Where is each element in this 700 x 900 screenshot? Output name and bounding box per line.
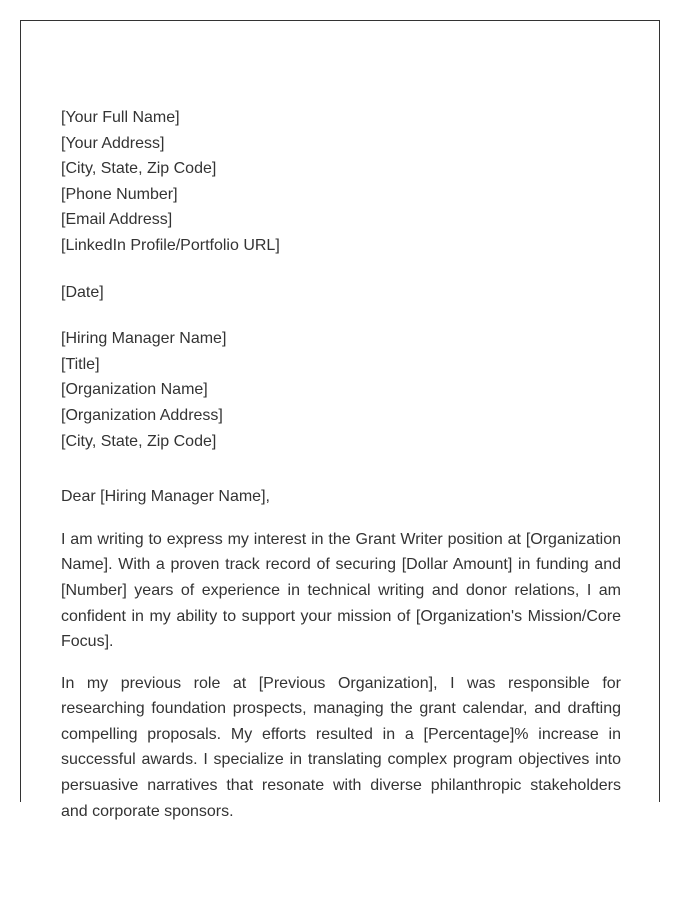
sender-city-state-zip: [City, State, Zip Code]: [61, 160, 217, 178]
salutation-block: [61, 484, 621, 510]
sender-block: [61, 105, 621, 259]
body-paragraph-2: In my previous role at [Previous Organization], I was responsible for researching foundation prospects, managing the grant calendar, and drafting compelling proposals. My efforts resulted in a [Percentage]% increase in successful awards. I specialize in translating complex program objectives into persuasive narratives that resonate with diverse philanthropic stakeholders and corporate sponsors.: [61, 674, 621, 820]
recipient-address: [Organization Address]: [61, 406, 223, 424]
body-paragraph-1: I am writing to express my interest in the Grant Writer position at [Organization Name]. With a proven track record of securing [Dollar Amount] in funding and [Number] years of experience in technical writing and donor relations, I am confident in my ability to support your mission of [Organization's Mission/Core Focus].: [61, 530, 621, 651]
recipient-block: [61, 326, 621, 454]
date-block: [61, 280, 621, 306]
letter-page: [20, 20, 660, 820]
recipient-name: [Hiring Manager Name]: [61, 330, 227, 348]
sender-phone: [Phone Number]: [61, 185, 178, 203]
letter-content: [61, 105, 621, 840]
salutation: Dear [Hiring Manager Name],: [61, 488, 270, 506]
sender-linkedin: [LinkedIn Profile/Portfolio URL]: [61, 236, 280, 254]
letter-date: [Date]: [61, 283, 104, 301]
recipient-organization: [Organization Name]: [61, 381, 208, 399]
sender-name: [Your Full Name]: [61, 109, 180, 126]
recipient-city-state-zip: [City, State, Zip Code]: [61, 432, 217, 450]
sender-email: [Email Address]: [61, 211, 173, 229]
recipient-title: [Title]: [61, 355, 100, 373]
sender-address: [Your Address]: [61, 134, 165, 152]
